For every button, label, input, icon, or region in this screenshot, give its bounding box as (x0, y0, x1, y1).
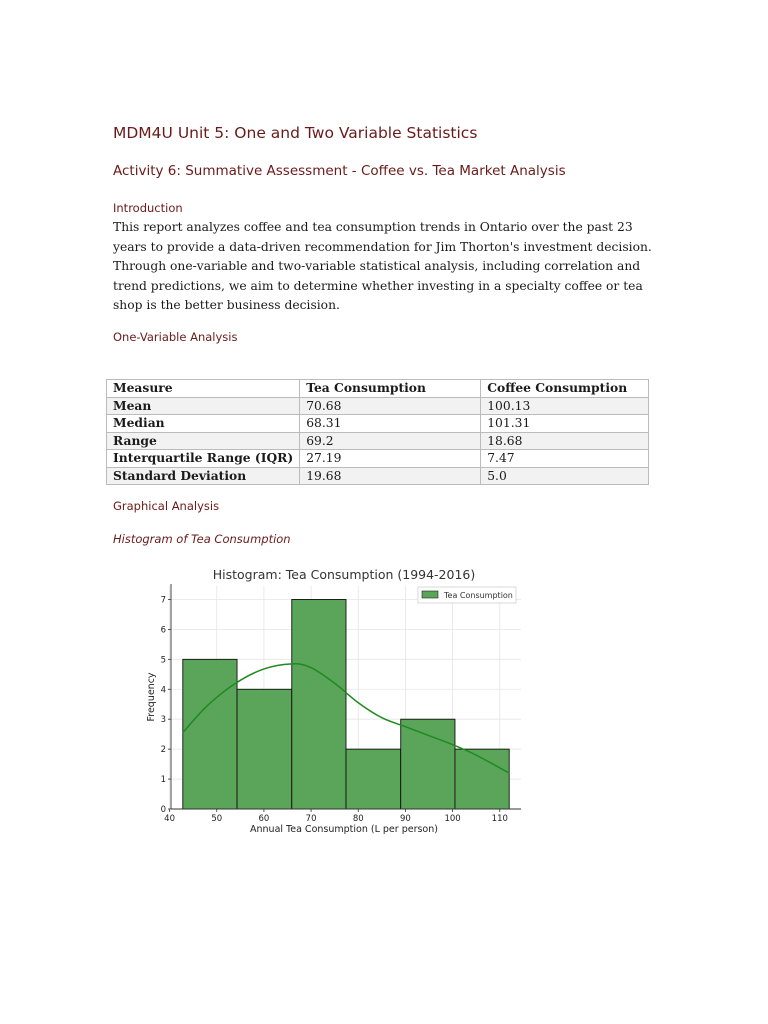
y-tick-label: 4 (160, 685, 166, 696)
introduction-paragraph: This report analyzes coffee and tea consumption trends in Ontario over the past 23 years to provide a data-driven recommendation for Jim Thorton's investment decision. Through one-variable and two-variable statistical analysis, including correlation and trend predictions, we aim to determine whether investing in a specialty coffee or tea shop is the better business decision. (113, 220, 652, 312)
x-tick-label: 50 (211, 814, 223, 824)
tea-value-cell: 70.68 (300, 397, 481, 415)
measure-cell: Mean (107, 397, 300, 415)
y-tick-label: 7 (160, 595, 166, 606)
one-variable-heading: One-Variable Analysis (113, 330, 238, 344)
y-tick-label: 2 (160, 745, 166, 756)
document-title: MDM4U Unit 5: One and Two Variable Statistics (113, 124, 478, 142)
measure-cell: Standard Deviation (107, 467, 300, 485)
y-tick-label: 0 (160, 805, 166, 815)
table-row (107, 432, 649, 450)
histogram-figure (115, 556, 565, 846)
histogram-bar (237, 689, 292, 809)
measure-cell: Median (107, 415, 300, 433)
histogram-bar (183, 659, 237, 809)
table-row (107, 467, 649, 485)
histogram-bar (401, 719, 455, 809)
y-tick-label: 6 (160, 625, 166, 636)
y-tick-label: 3 (160, 715, 166, 726)
coffee-value-cell: 5.0 (481, 467, 649, 485)
table-row (107, 397, 649, 415)
measure-cell: Range (107, 432, 300, 450)
tea-value-cell: 27.19 (300, 450, 481, 468)
x-axis-label: Annual Tea Consumption (L per person) (250, 824, 438, 835)
header-cell: Coffee Consumption (481, 380, 649, 398)
measure-cell: Interquartile Range (IQR) (107, 450, 300, 468)
x-tick-label: 40 (164, 814, 175, 824)
introduction-heading: Introduction (113, 201, 183, 215)
y-tick-label: 1 (160, 775, 166, 786)
activity-title: Activity 6: Summative Assessment - Coffee vs. Tea Market Analysis (113, 163, 566, 179)
x-tick-label: 60 (258, 814, 270, 824)
coffee-value-cell: 101.31 (481, 415, 649, 433)
tea-value-cell: 68.31 (300, 415, 481, 433)
legend-label: Tea Consumption (444, 591, 513, 600)
coffee-value-cell: 18.68 (481, 432, 649, 450)
header-cell: Tea Consumption (300, 380, 481, 398)
graphical-analysis-heading: Graphical Analysis (113, 499, 220, 513)
statistics-table (106, 379, 649, 485)
x-tick-label: 70 (305, 814, 317, 824)
chart-legend (418, 587, 516, 603)
x-tick-label: 110 (491, 814, 508, 824)
histogram-bar (292, 599, 346, 809)
x-tick-label: 90 (400, 814, 411, 824)
y-tick-label: 5 (160, 655, 166, 666)
y-axis-label: Frequency (146, 672, 157, 722)
tea-value-cell: 69.2 (300, 432, 481, 450)
chart-title: Histogram: Tea Consumption (1994-2016) (212, 567, 476, 582)
histogram-bar (346, 749, 401, 809)
x-tick-label: 80 (352, 814, 364, 824)
table-header-row (107, 380, 649, 398)
histogram-chart (115, 556, 565, 846)
header-cell: Measure (107, 380, 300, 398)
coffee-value-cell: 7.47 (481, 450, 649, 468)
coffee-value-cell: 100.13 (481, 397, 649, 415)
table-row (107, 415, 649, 433)
table-row (107, 450, 649, 468)
x-tick-label: 100 (444, 814, 461, 824)
legend-swatch (422, 591, 438, 598)
histogram-heading: Histogram of Tea Consumption (113, 532, 291, 546)
tea-value-cell: 19.68 (300, 467, 481, 485)
